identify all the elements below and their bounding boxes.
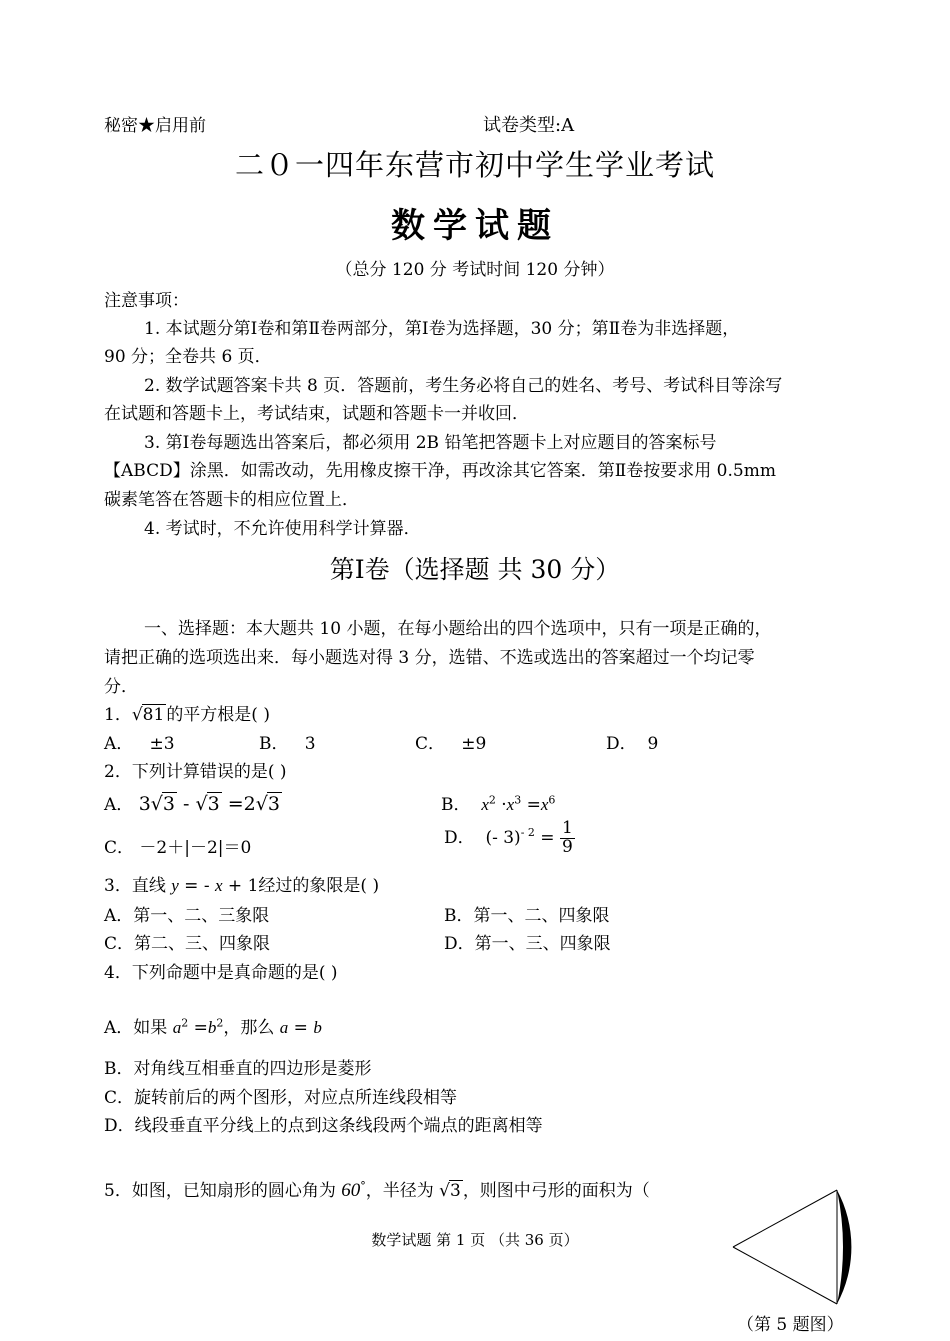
- note-line: 4. 考试时，不允许使用科学计算器．: [144, 519, 421, 539]
- question-5-stem: 5．如图，已知扇形的圆心角为 60°，半径为 √3 ，则图中弓形的面积为（: [104, 1179, 650, 1201]
- notes-heading: 注意事项：: [104, 291, 189, 311]
- section-title: 第Ⅰ卷（选择题 共 30 分）: [329, 555, 621, 584]
- q1-option-b: B． 3: [259, 734, 316, 754]
- page-footer: 数学试题 第 1 页 （共 36 页）: [371, 1231, 579, 1249]
- instruction-line: 请把正确的选项选出来．每小题选对得 3 分，选错、不选或选出的答案超过一个均记零: [104, 648, 755, 668]
- fraction-one-ninth: $\frac{1}{9}$: [561, 818, 573, 857]
- question-1-stem: 1．√81 的平方根是( ): [104, 705, 270, 725]
- q4-option-b: B．对角线互相垂直的四边形是菱形: [104, 1059, 372, 1079]
- q3-option-c: C．第二、三、四象限: [104, 934, 271, 954]
- note-line: 1. 本试题分第Ⅰ卷和第Ⅱ卷两部分，第Ⅰ卷为选择题，30 分；第Ⅱ卷为非选择题，: [144, 319, 740, 339]
- exam-info: （总分 120 分 考试时间 120 分钟）: [335, 260, 615, 280]
- q3-option-d: D．第一、三、四象限: [444, 934, 611, 954]
- note-line: 3. 第Ⅰ卷每题选出答案后，都必须用 2B 铅笔把答题卡上对应题目的答案标号: [144, 433, 717, 453]
- note-line: 在试题和答题卡上，考试结束，试题和答题卡一并收回．: [104, 404, 529, 424]
- instruction-line: 分．: [104, 677, 138, 697]
- radius-line-bottom: [733, 1247, 837, 1304]
- note-line: 碳素笔答在答题卡的相应位置上．: [104, 490, 359, 510]
- question-4-stem: 4．下列命题中是真命题的是( ): [104, 963, 338, 983]
- q3-option-b: B．第一、二、四象限: [444, 906, 610, 926]
- q1-option-c: C． ±9: [415, 734, 487, 754]
- question-3-stem: 3．直线 y = - x + 1经过的象限是( ): [104, 876, 380, 896]
- exam-title: 二０一四年东营市初中学生学业考试: [234, 148, 715, 182]
- q2-option-c: C． －2＋|－2|＝0: [104, 838, 252, 858]
- note-line: 【ABCD】涂黑．如需改动，先用橡皮擦干净，再改涂其它答案．第Ⅱ卷按要求用 0.5mm: [104, 461, 776, 481]
- q4-option-a: A．如果 $a^2 =b^2$，那么 a = b: [104, 1016, 322, 1038]
- paper-type-label: 试卷类型:A: [483, 115, 575, 136]
- question-2-stem: 2．下列计算错误的是( ): [104, 762, 287, 782]
- q4-option-c: C．旋转前后的两个图形，对应点所连线段相等: [104, 1088, 458, 1108]
- q2-option-b: B． $x^2 \cdot x^3 =x^6$: [441, 793, 556, 815]
- subject-title: 数学试题: [391, 206, 559, 246]
- instruction-line: 一、选择题：本大题共 10 小题，在每小题给出的四个选项中，只有一项是正确的，: [144, 619, 772, 639]
- q2-option-d: D． (- 3)$^{- 2}$ = $\frac{1}{9}$: [444, 818, 573, 857]
- q4-option-d: D．线段垂直平分线上的点到这条线段两个端点的距离相等: [104, 1116, 543, 1136]
- q1-option-a: A． ±3: [104, 734, 175, 754]
- q3-option-a: A．第一、二、三象限: [104, 906, 270, 926]
- sqrt-symbol: √: [131, 705, 143, 725]
- q2-option-a: A． 3√3 - √3 =2√3: [104, 793, 280, 815]
- note-line: 90 分；全卷共 6 页．: [104, 347, 272, 367]
- figure-caption: （第 5 题图）: [737, 1315, 844, 1335]
- q1-option-d: D． 9: [606, 734, 659, 754]
- secret-label: 秘密★启用前: [104, 116, 206, 136]
- note-line: 2. 数学试题答案卡共 8 页．答题前，考生务必将自己的姓名、考号、考试科目等涂写: [144, 376, 783, 396]
